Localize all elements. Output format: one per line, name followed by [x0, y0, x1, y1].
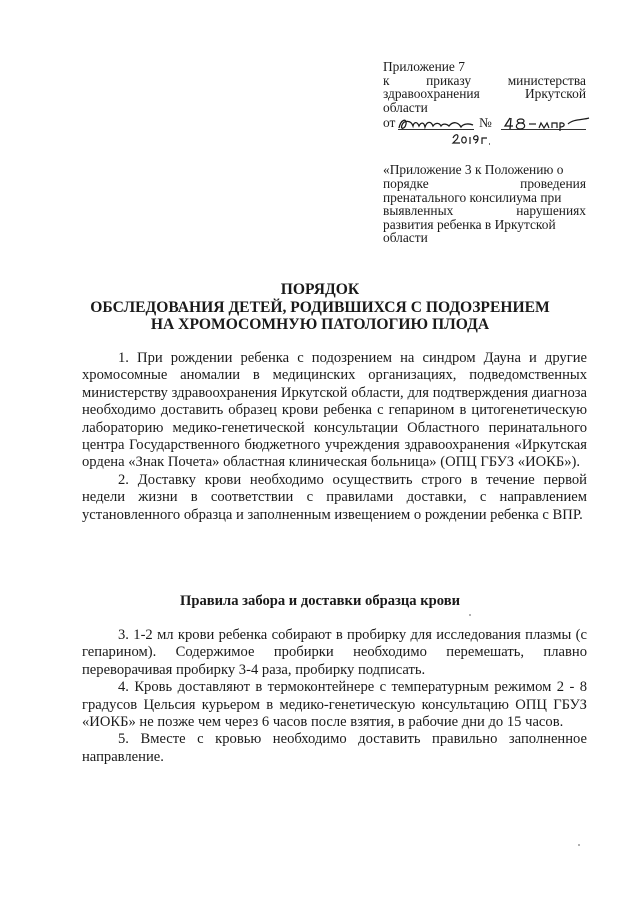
number-sign: №: [479, 115, 492, 131]
annex-word: министерства: [507, 72, 586, 88]
paragraph-5: 5. Вместе с кровью необходимо доставить правильно заполненное направление.: [82, 731, 587, 765]
annex-ministry-line: [383, 87, 586, 101]
annex-word: здравоохранения: [383, 86, 480, 102]
annex-region: области: [383, 99, 428, 115]
annex-reference-line: развития ребенка в Иркутской: [383, 216, 556, 232]
annex-reference-line: области: [383, 230, 428, 246]
annex-reference-line: порядке проведения: [383, 175, 586, 191]
paragraph-1: 1. При рождении ребенка с подозрением на синдром Дауна и другие хромосомные аномалии в медицинских организациях, подведомственных министерству здравоохранения Иркутской области, для подтверждения диагноза необходимо доставить образец крови ребенка с гепарином в цитогенетическую лабораторию медико-генетической консультации Областного перинатального центра Государственного бюджетного учреждения здравоохранения «Иркутская ордена «Знак Почета» областная клиническая больница» (ОПЦ ГБУЗ «ИОКБ»).: [82, 350, 587, 471]
scan-speck: [469, 614, 471, 616]
annex-word: приказу: [426, 72, 472, 88]
annex-word: Иркутской: [524, 86, 586, 102]
annex-title: Приложение 7: [383, 59, 465, 74]
paragraph-3: 3. 1-2 мл крови ребенка собирают в пробирку для исследования плазмы (с гепарином). Содержимое пробирки необходимо перемешать, плавно переворачивая пробирку 3-4 раза, пробирку подписать.: [82, 627, 587, 678]
annex-reference-line: выявленных нарушениях: [383, 203, 586, 219]
annex-header: [383, 60, 586, 245]
document-title: [40, 281, 600, 334]
scan-speck: [578, 844, 580, 846]
title-line: ОБСЛЕДОВАНИЯ ДЕТЕЙ, РОДИВШИХСЯ С ПОДОЗРЕНИЕМ: [90, 298, 550, 316]
handwritten-date-number-signature: [383, 114, 593, 148]
order-date-number-line: [383, 114, 586, 148]
section-intro: [82, 350, 587, 524]
date-prefix: от: [383, 115, 396, 131]
title-line: НА ХРОМОСОМНУЮ ПАТОЛОГИЮ ПЛОДА: [150, 316, 490, 333]
paragraph-2: 2. Доставку крови необходимо осуществить строго в течение первой недели жизни в соответствии с правилами доставки, с направлением установленного образца и заполненным извещением о рождении ребенка с ВПР.: [82, 471, 587, 523]
annex-word: к: [383, 72, 390, 88]
annex-reference-line: «Приложение 3 к Положению о: [383, 162, 564, 178]
annex-reference-line: пренатального консилиума при: [383, 189, 562, 205]
section-rules: [82, 627, 587, 766]
title-line: ПОРЯДОК: [280, 281, 360, 298]
subheading-sampling-rules: Правила забора и доставки образца крови: [180, 593, 460, 609]
annex-order-line: [383, 74, 586, 88]
paragraph-4: 4. Кровь доставляют в термоконтейнере с температурным режимом 2 - 8 градусов Цельсия курьером в медико-генетическую консультацию ОПЦ ГБУЗ «ИОКБ» не позже чем через 6 часов после взятия, в рабочие дни до 15 часов.: [82, 679, 587, 731]
